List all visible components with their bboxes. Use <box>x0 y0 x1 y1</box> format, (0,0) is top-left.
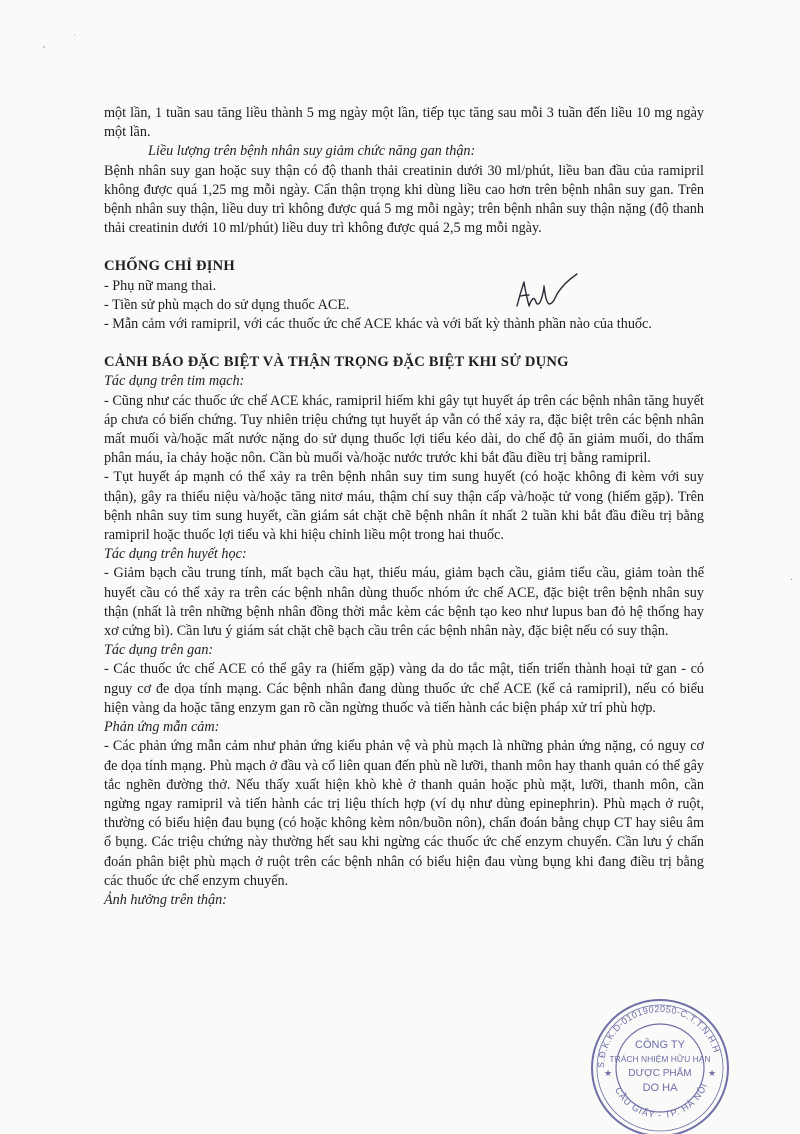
stamp-address-ring-text: CẦU GIẤY - TP. HÀ NỘI <box>612 1081 710 1121</box>
handwritten-initials-signature <box>505 268 585 313</box>
liver-paragraph: - Các thuốc ức chế ACE có thể gây ra (hiếm gặp) vàng da do tắc mật, tiến triển thành hoại tử gan - có nguy cơ đe dọa tính mạng. Các bệnh nhân đang dùng thuốc ức chế ACE (kể cả ramipril), nếu có biểu hiện vàng da hoặc tăng enzym gan rõ cần ngừng thuốc và tiến hành các biện pháp xử trí phù hợp. <box>104 661 704 716</box>
hematology-paragraph: - Giảm bạch cầu trung tính, mất bạch cầu hạt, thiếu máu, giảm bạch cầu, giảm tiểu cầu, giảm toàn thể huyết cầu có thể xảy ra trên các bệnh nhân dùng thuốc nhóm ức chế ACE, đặc biệt trên bệnh nhân suy thận (nhất là trên những bệnh nhân đồng thời mắc kèm các bệnh tạo keo như lupus ban đỏ hệ thống hay xơ cứng bì). Cần lưu ý giám sát chặt chẽ bạch cầu trên các bệnh nhân này, đặc biệt nếu có suy thận. <box>104 565 704 640</box>
hematology-subheading: Tác dụng trên huyết học: <box>104 546 247 563</box>
stamp-registration-ring-text: S.Đ.K.K.D-0101902050-C.T.T.N.H.H <box>595 1003 722 1069</box>
stamp-star-icon: ★ <box>708 1068 717 1078</box>
kidney-subheading: Ảnh hưởng trên thận: <box>104 891 227 908</box>
liver-subheading: Tác dụng trên gan: <box>104 642 214 659</box>
contraindication-item: - Mẫn cảm với ramipril, với các thuốc ức chế ACE khác và với bất kỳ thành phần nào của thuốc. <box>104 316 652 333</box>
stamp-line-pharma: DƯỢC PHẨM <box>628 1068 692 1079</box>
page-edge-mark: · <box>790 575 794 586</box>
page-margin-mark: ' <box>43 45 45 56</box>
document-body <box>104 104 704 910</box>
contraindication-item: - Tiền sử phù mạch do sử dụng thuốc ACE. <box>104 296 350 313</box>
warnings-heading: CẢNH BÁO ĐẶC BIỆT VÀ THẬN TRỌNG ĐẶC BIỆT KHI SỬ DỤNG <box>104 354 569 371</box>
liver-kidney-dosage-paragraph: Bệnh nhân suy gan hoặc suy thận có độ thanh thải creatinin dưới 30 ml/phút, liều ban đầu của ramipril không được quá 1,25 mg mỗi ngày. Cẩn thận trọng khi dùng liều cao hơn trên bệnh nhân suy gan. Trên bệnh nhân suy thận, liều duy trì không được quá 5 mg mỗi ngày; trên bệnh nhân suy thận nặng (độ thanh thải creatinin dưới 10 ml/phút) liều duy trì không được quá 2,5 mg mỗi ngày. <box>104 162 704 237</box>
stamp-line-name: DO HA <box>642 1082 678 1094</box>
cardiovascular-subheading: Tác dụng trên tim mạch: <box>104 373 245 390</box>
dosage-continued-paragraph: một lần, 1 tuần sau tăng liều thành 5 mg ngày một lần, tiếp tục tăng sau mỗi 3 tuần đến liều 10 mg ngày một lần. <box>104 105 704 141</box>
stamp-line-llc: TRÁCH NHIỆM HỮU HẠN <box>609 1054 711 1064</box>
stamp-star-icon: ★ <box>604 1068 613 1078</box>
contraindications-heading: CHỐNG CHỈ ĐỊNH <box>104 258 235 275</box>
hypersensitivity-subheading: Phản ứng mẫn cảm: <box>104 719 220 736</box>
page-margin-dot: · <box>73 30 76 40</box>
cardiovascular-paragraph-2: - Tụt huyết áp mạnh có thể xảy ra trên bệnh nhân suy tim sung huyết (có hoặc không đi kèm với suy thận), gây ra thiểu niệu và/hoặc tăng nitơ máu, thậm chí suy thận cấp và/hoặc tử vong (hiếm gặp). Trên bệnh nhân suy tim sung huyết, cần giám sát chặt chẽ bệnh nhân ít nhất 2 tuần khi bắt đầu điều trị bằng ramipril hoặc thuốc lợi tiểu và khi hiệu chỉnh liều một trong hai thuốc. <box>104 469 704 544</box>
liver-kidney-dosage-subheading: Liều lượng trên bệnh nhân suy giảm chức năng gan thận: <box>148 143 476 160</box>
cardiovascular-paragraph-1: - Cũng như các thuốc ức chế ACE khác, ramipril hiếm khi gây tụt huyết áp trên các bệnh nhân tăng huyết áp chưa có biến chứng. Tuy nhiên triệu chứng tụt huyết áp vẫn có thể xảy ra, đặc biệt trên các bệnh nhân mất muối và/hoặc mất nước nặng do sử dụng thuốc lợi tiểu kéo dài, do chế độ ăn giảm muối, do thẩm phân máu, ỉa chảy hoặc nôn. Cần bù muối và/hoặc nước trước khi bắt đầu điều trị bằng ramipril. <box>104 392 704 467</box>
company-stamp <box>586 996 734 1134</box>
hypersensitivity-paragraph: - Các phản ứng mẫn cảm như phản ứng kiểu phản vệ và phù mạch là những phản ứng nặng, có nguy cơ đe dọa tính mạng. Phù mạch ở đầu và cổ liên quan đến phù nề lưỡi, thanh môn hay thanh quản có thể gây tắc nghẽn đường thở. Nếu thấy xuất hiện khò khè ở thanh quản hoặc phù mặt, lưỡi, thanh môn, cần ngừng ngay ramipril và tiến hành các trị liệu thích hợp (ví dụ như dùng epinephrin). Phù mạch ở ruột, thường có biểu hiện đau bụng (có hoặc không kèm nôn/buồn nôn), chẩn đoán bằng chụp CT hay siêu âm ổ bụng. Các triệu chứng này thường hết sau khi ngừng các thuốc ức chế enzym chuyển. Cần lưu ý chẩn đoán phân biệt phù mạch ở ruột trên các bệnh nhân có biểu hiện đau vùng bụng khi đang điều trị bằng các thuốc ức chế enzym chuyển. <box>104 738 704 889</box>
stamp-line-company: CÔNG TY <box>635 1039 685 1051</box>
contraindication-item: - Phụ nữ mang thai. <box>104 277 217 294</box>
